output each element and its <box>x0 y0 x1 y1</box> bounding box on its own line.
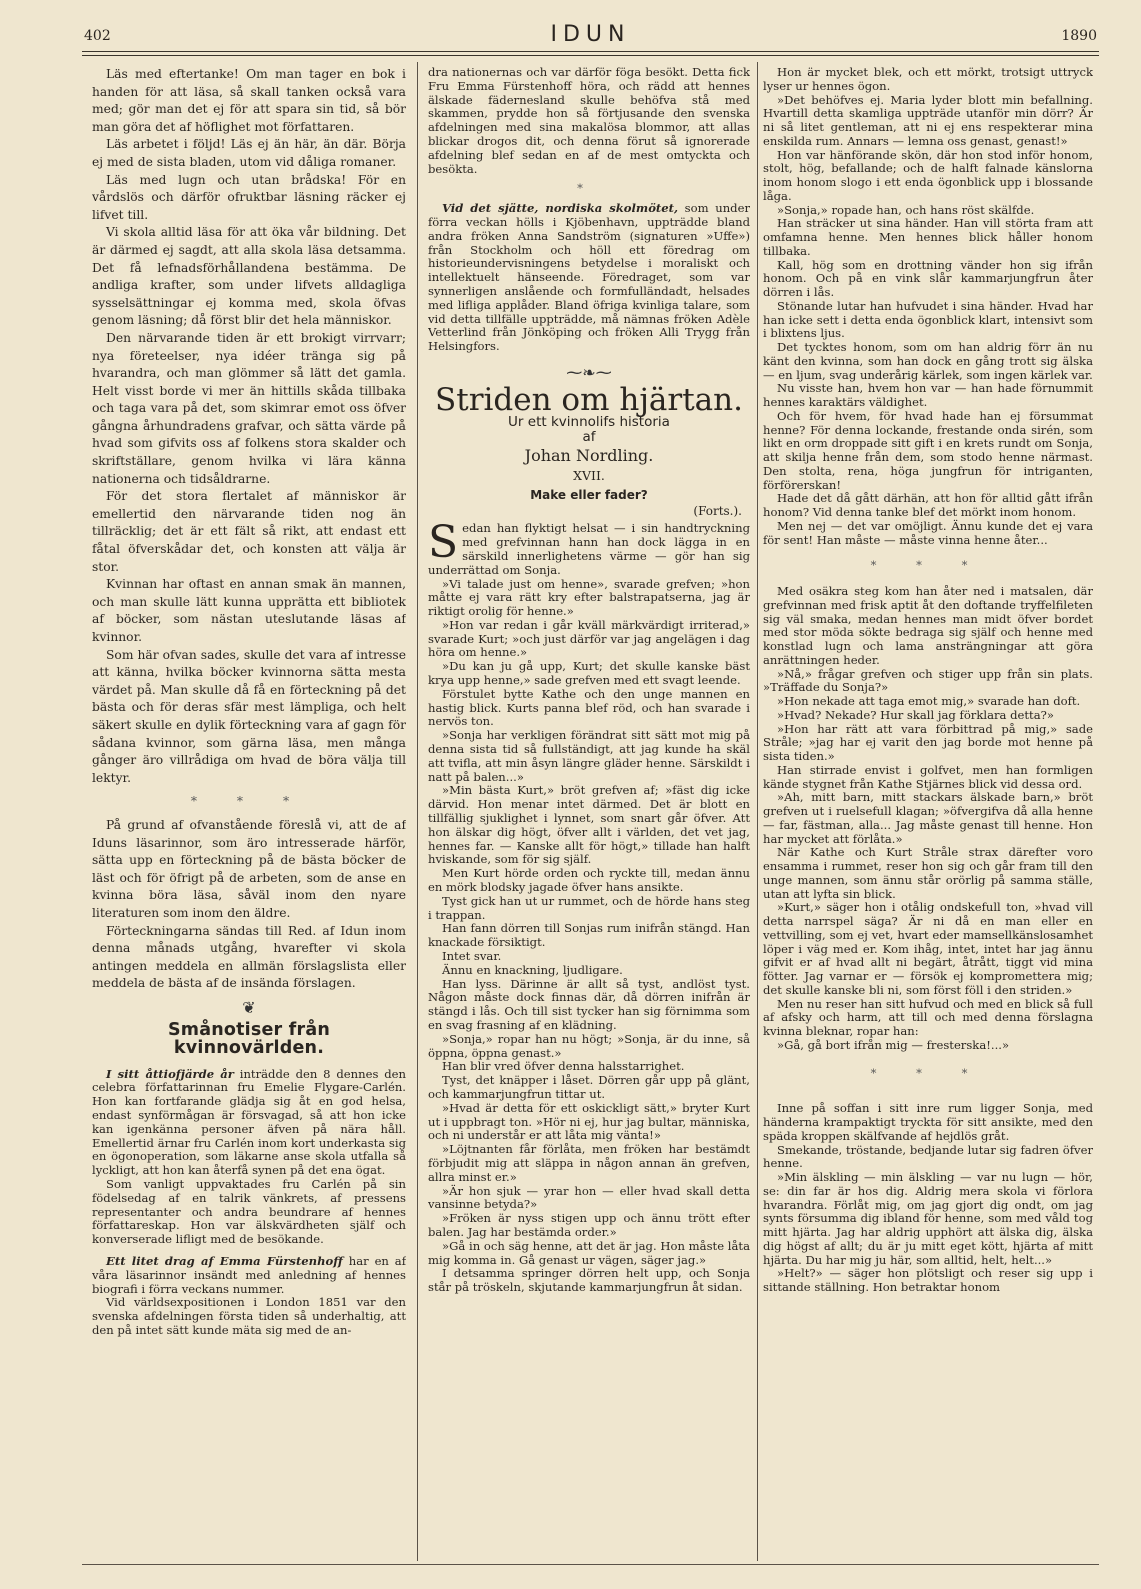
story-title: Striden om hjärtan. <box>435 381 743 418</box>
header-rule-2 <box>82 55 1099 56</box>
paragraph: Men Kurt hörde orden och ryckte till, medan ännu en mörk blodsky jagade öfver hans ansikte. <box>428 866 750 895</box>
paragraph: Som här ofvan sades, skulle det vara af intresse att känna, hvilka böcker kvinnorna sätta mesta värdet på. Man skulle då få en förteckning på det bästa och för deras sfär mest lämpliga, och helt säkert skulle en dylik förteckning vara af gagn för sådana kvinnor, som gärna läsa, men många gånger äro villrådiga om hvad de böra välja till lektyr. <box>92 647 406 785</box>
section-stars: * * * <box>870 1065 986 1080</box>
paragraph: Smekande, tröstande, bedjande lutar sig fadren öfver henne. <box>763 1142 1093 1171</box>
paragraph: »Är hon sjuk — yrar hon — eller hvad skall detta vansinne betyda?» <box>428 1183 750 1212</box>
paragraph: Kall, hög som en drottning vänder hon sig ifrån honom. Och på en vink slår kammarjungfrun åter dörren i lås. <box>763 257 1093 299</box>
opening-paragraph <box>428 517 750 577</box>
paragraph: Hon är mycket blek, och ett mörkt, trotsigt uttryck lyser ur hennes ögon. <box>763 66 1093 93</box>
paragraph: »Hvad är detta för ett oskickligt sätt,» bryter Kurt ut i uppbragt ton. »Hör ni ej, hur jag bultar, människa, och ni understår er att låta mig vänta!» <box>428 1100 750 1143</box>
paragraph: Det tycktes honom, som om han aldrig förr än nu känt den kvinna, som han dock en gång trott sig älska — en ljum, svag underårig kärlek, som ingen kärlek var. <box>763 340 1093 382</box>
chapter-number: XVII. <box>573 467 605 483</box>
notice-text: har en af våra läsarinnor insändt med anledning af hennes biografi i förra veckans nummer. <box>92 1254 406 1296</box>
paragraph: »Ah, mitt barn, mitt stackars älskade barn,» bröt grefven ut i ruelsefull klagan; »öfvergifva då alla henne — far, fästman, alla... Jag måste genast till henne. Hon har mycket att förlåta.» <box>763 790 1093 846</box>
column-1 <box>92 66 406 1338</box>
paragraph: »Kurt,» säger hon i otålig ondskefull ton, »hvad vill detta narrspel säga? Är ni då en man eller en vettvilling, som ej vet, hvart eder mamsellkänslosamhet löper i väg med er. Kom ihåg, intet, intet har jag ännu gifvit er af hvad allt ni begärt, åtrått, tiggt vid mina fötter. Jag varnar er — försök ej kompromettera mig; det skulle kanske bli ni, som först föll i den striden.» <box>763 900 1093 997</box>
column-divider-1 <box>417 62 418 1561</box>
masthead-title: IDUN <box>550 22 631 47</box>
paragraph: Inne på soffan i sitt inre rum ligger Sonja, med händerna krampaktigt tryckta för sitt ansikte, med den späda kroppen skälfvande af hejdlös gråt. <box>763 1101 1093 1143</box>
notice-paragraph <box>92 1255 406 1296</box>
paragraph: Förstulet bytte Kathe och den unge mannen en hastig blick. Kurts panna blef röd, och han svarade i nervös ton. <box>428 686 750 729</box>
section-stars: * * * <box>870 558 986 573</box>
paragraph: »Fröken är nyss stigen upp och ännu trött efter balen. Jag har bestämda order.» <box>428 1211 750 1239</box>
paragraph: Tyst, det knäpper i låset. Dörren går upp på glänt, och kammarjungfrun tittar ut. <box>428 1073 750 1101</box>
paragraph: Och för hvem, för hvad hade han ej försummat henne? För denna lockande, frestande onda sirén, som likt en orm droppade sitt gift i en krets rundt om Sonja, att skilja henne från dem, som stodo henne närmast. Den stolta, rena, höga jungfrun för intriganten, förförerskan! <box>763 408 1093 492</box>
notice-lead: Ett litet drag af Emma Fürstenhoff <box>106 1254 343 1269</box>
notice-lead: Vid det sjätte, nordiska skolmötet, <box>442 201 679 216</box>
paragraph: Vi skola alltid läsa för att öka vår bildning. Det är därmed ej sagdt, att alla skola läsa detsamma. Det få lefnadsförhållandena bestämma. De andliga krafter, som under lifvets alldagliga sysselsättningar ej komma med, skola öfvas genom läsning; då först blir det hela människor. <box>92 225 406 328</box>
paragraph: Läs med eftertanke! Om man tager en bok i handen för att läsa, så skall tanken också vara med; gör man det ej för att spara sin tid, så bör man göra det af höflighet mot författaren. <box>92 67 406 134</box>
page-header <box>82 22 1099 50</box>
paragraph: Hon var hänförande skön, där hon stod inför honom, stolt, hög, befallande; och de halft falnade känslorna inom honom slogo i ett enda ögonblick upp i blossande låga. <box>763 147 1093 203</box>
page-number: 402 <box>84 28 111 44</box>
footer-rule <box>82 1564 1099 1565</box>
paragraph: »Löjtnanten får förlåta, men fröken har bestämdt förbjudit mig att släppa in någon annan än grefven, allra minst er.» <box>428 1142 750 1184</box>
paragraph: Men nu reser han sitt hufvud och med en blick så full af afsky och harm, att till och med denna förslagna kvinna bleknar, ropar han: <box>763 996 1093 1038</box>
paragraph: Med osäkra steg kom han åter ned i matsalen, där grefvinnan med frisk aptit åt den doftande tryffelfileten sig väl smaka, medan hennes man midt öfver bordet med stor möda sökte bedraga sig själf och henne med konstlad lugn och lama ansträngningar att göra anrättningen heder. <box>763 584 1093 667</box>
paragraph: »Min bästa Kurt,» bröt grefven af; »fäst dig icke därvid. Hon menar intet därmed. Det är blott en tillfällig sjuklighet i lynnet, som snart går öfver. Att hon älskar dig högt, öfver allt i världen, det vet jag, hennes far. — Kanske allt för högt,» tillade han halft hviskande, som för sig själf. <box>428 783 750 867</box>
section-star: * <box>577 181 601 196</box>
column-3 <box>763 66 1093 1295</box>
paragraph: Den närvarande tiden är ett brokigt virrvarr; nya företeelser, nya idéer tränga sig på hvarandra, och man glömmer så lätt det gamla. Helt visst borde vi mer än hittills skåda tillbaka och taga vara på det, som skimrar emot oss öfver gångna århundradens grafvar, och sätta värde på hvad som gifvits oss af folkens stora skalder och skriftställare, genom hvilka vi lära känna nationerna och tidsåldrarne. <box>92 330 406 486</box>
paragraph: Nu visste han, hvem hon var — han hade förnummit hennes karaktärs väldighet. <box>763 381 1093 409</box>
paragraph: »Nå,» frågar grefven och stiger upp från sin plats. »Träffade du Sonja?» <box>763 666 1093 695</box>
paragraph: Men nej — det var omöjligt. Ännu kunde det ej vara för sent! Han måste — måste vinna henne åter... <box>763 518 1093 547</box>
paragraph: För det stora flertalet af människor är emellertid den närvarande tiden nog än tillräcklig; det är ett fält så rikt, att endast ett fåtal öfverskådar det, och konsten att välja är stor. <box>92 489 406 574</box>
paragraph: När Kathe och Kurt Stråle strax därefter voro ensamma i rummet, reser hon sig och går fram till den unge mannen, som ännu står orörlig på samma ställe, utan att lyfta sin blick. <box>763 845 1093 901</box>
paragraph: Ännu en knackning, ljudligare. <box>442 962 623 977</box>
paragraph: Han stirrade envist i golfvet, men han formligen kände stygnet från Kathe Stjärnes blick vid dessa ord. <box>763 762 1093 791</box>
notice-text: som under förra veckan hölls i Kjöbenhavn, uppträdde bland andra fröken Anna Sandström (signaturen »Uffe») från Stockholm och höll ett föredrag om historieundervisningens betydelse i moraliskt och intellektuelt hänseende. Föredraget, som var synnerligen anslående och formfulländadt, helsades med lifliga applåder. Bland öfriga kvinliga talare, som vid detta tillfälle uppträdde, må nämnas fröken Adèle Vetterlind från Jönköping och fröken Alli Trygg från Helsingfors. <box>428 201 750 354</box>
paragraph: Förteckningarna sändas till Red. af Idun inom denna månads utgång, hvarefter vi skola antingen meddela en allmän förslagslista eller meddela de bästa af de insända förslagen. <box>92 923 406 991</box>
paragraph: Han blir vred öfver denna halsstarrighet. <box>442 1059 685 1074</box>
paragraph: dra nationernas och var därför föga besökt. Detta fick Fru Emma Fürstenhoff höra, och rädd att hennes älskade fädernesland skulle behöfva stå med skammen, prydde hon så förtjusande den svenska afdelningen med sina makalösa blommor, att allas blickar drogos dit, och denna förut så ignorerade afdelning blef sedan en af de mest omtyckta och besökta. <box>428 66 750 176</box>
column-2 <box>428 66 750 1295</box>
paragraph: »Helt?» — säger hon plötsligt och reser sig upp i sittande ställning. Hon betraktar honom <box>763 1266 1093 1294</box>
section-stars: * * * <box>190 794 308 809</box>
chapter-title: Make eller fader? <box>530 487 648 502</box>
notice-paragraph <box>92 1068 406 1178</box>
paragraph: »Sonja,» ropade han, och hans röst skälfde. <box>777 202 1035 217</box>
paragraph: Intet svar. <box>442 949 502 964</box>
paragraph: På grund af ofvanstående föreslå vi, att de af Iduns läsarinnor, som äro intresserade härför, sätta upp en förteckning på de bästa böcker de läst och för öfrigt på de arbeten, som de anse en kvinna böra läsa, såväl inom den nyare literaturen som inom den äldre. <box>92 817 406 920</box>
paragraph: Han sträcker ut sina händer. Han vill störta fram att omfamna henne. Men hennes blick håller honom tillbaka. <box>763 216 1093 258</box>
notice-text: inträdde den 8 dennes den celebra författarinnan fru Emelie Flygare-Carlén. Hon kan fortfarande glädja sig åt en god helsa, endast synförmågan är försvagad, så att hon icke kan igenkänna personer äfven på nära håll. Emellertid ärnar fru Carlén inom kort underkasta sig en ögonoperation, som läkarne anse skola utfalla så lyckligt, att hon kan återfå synen på det ena ögat. <box>92 1066 406 1178</box>
paragraph: »Hon har rätt att vara förbittrad på mig,» sade Stråle; »jag har ej varit den jag borde mot henne på sista tiden.» <box>763 721 1093 763</box>
paragraph: »Vi talade just om henne», svarade grefven; »hon måtte ej vara rätt kry efter balstrapatserna, jag är riktigt orolig för henne.» <box>428 576 750 619</box>
paragraph: »Hon nekade att taga emot mig,» svarade han doft. <box>777 694 1081 708</box>
paragraph: Han fann dörren till Sonjas rum inifrån stängd. Han knackade försiktigt. <box>428 921 750 950</box>
paragraph: »Sonja har verkligen förändrat sitt sätt mot mig på denna sista tid så fullständigt, att jag kunde ha skäl att tvifla, att min åsyn längre gläder henne. Särskildt i natt på balen...» <box>428 728 750 784</box>
paragraph: I detsamma springer dörren helt upp, och Sonja står på tröskeln, skjutande kammarjungfrun åt sidan. <box>428 1266 750 1295</box>
paragraph: »Gå in och säg henne, att det är jag. Hon måste låta mig komma in. Gå genast ur vägen, säger jag.» <box>428 1238 750 1267</box>
ornament-icon: ❦ <box>242 997 256 1017</box>
story-af: af <box>582 429 596 446</box>
paragraph: »Min älskling — min älskling — var nu lugn — hör, se: din far är hos dig. Aldrig mera skola vi förlora hvarandra. Förlåt mig, om jag gjort dig ondt, om jag synts försumma dig ibland för henne, som med våld tog mitt hjärta. Jag har aldrig upphört att älska dig, älska dig högst af allt; du är ju mitt eget kött, hjärta af mitt hjärta. Du har mig ju här, som alltid, helt, helt...» <box>763 1170 1093 1267</box>
header-rule <box>82 51 1099 52</box>
paragraph: Läs med lugn och utan brådska! För en vårdslös och därför ofruktbar läsning räcker ej lifvet till. <box>92 172 406 222</box>
drop-cap: S <box>428 517 459 569</box>
paragraph: »Sonja,» ropar han nu högt; »Sonja, är du inne, så öppna, öppna genast.» <box>428 1031 750 1060</box>
paragraph: Tyst gick han ut ur rummet, och de hörde hans steg i trappan. <box>428 893 750 922</box>
paragraph: Kvinnan har oftast en annan smak än mannen, och man skulle lätt kunna upprätta ett bibliotek af böcker, som nästan uteslutande läsas af kvinnor. <box>92 577 406 644</box>
notice-paragraph <box>428 202 750 354</box>
notice-lead: I sitt åttiofjärde år <box>106 1066 234 1081</box>
story-author: Johan Nordling. <box>524 446 654 466</box>
paragraph: Vid världsexpositionen i London 1851 var den svenska afdelningen första tiden så underhaltig, att den på intet sätt kunde mäta sig med de an- <box>92 1295 406 1337</box>
paragraph: »Du kan ju gå upp, Kurt; det skulle kanske bäst krya upp henne,» sade grefven med ett svagt leende. <box>428 659 750 688</box>
paragraph: Hade det då gått därhän, att hon för alltid gått ifrån honom? Vid denna tanke blef det mörkt inom honom. <box>763 491 1093 519</box>
paragraph: Som vanligt uppvaktades fru Carlén på sin födelsedag af en talrik vänkrets, af pressens representanter och andra beundrare af hennes författareskap. Hon var älskvärdheten själf och konverserade lifligt med de besökande. <box>92 1177 406 1247</box>
paragraph: »Hon var redan i går kväll märkvärdigt irriterad,» svarade Kurt; »och just därför var jag angelägen i dag höra om henne.» <box>428 617 750 660</box>
paragraph: Stönande lutar han hufvudet i sina händer. Hvad har han icke sett i detta enda ögonblick klart, intensivt som i blixtens ljus. <box>763 298 1093 341</box>
column-divider-2 <box>757 62 758 1561</box>
ornament-icon: ⁓❧⁓ <box>566 362 612 382</box>
section-title: Smånotiser från kvinnovärlden. <box>167 1020 330 1059</box>
page-year: 1890 <box>1061 28 1097 44</box>
paragraph: Han lyss. Därinne är allt så tyst, andlöst tyst. Någon måste dock finnas där, då dörren inifrån är stängd i lås. Och till sist tycker han sig förnimma som en svag frasning af en klädning. <box>428 976 750 1032</box>
opening-text: edan han flyktigt helsat — i sin handtryckning med grefvinnan hann han dock lägga in en särskild innerlighetens värme — gör han sig underrättad om Sonja. <box>428 521 750 577</box>
paragraph: »Det behöfves ej. Maria lyder blott min befallning. Hvartill detta skamliga uppträde utanför min dörr? Är ni så litet gentleman, att ni ej ens respekterar mina enskilda rum. Annars — lemna oss genast, genast!» <box>763 92 1093 148</box>
paragraph: »Hvad? Nekade? Hur skall jag förklara detta?» <box>777 707 1054 722</box>
continued-note: (Forts.). <box>693 503 742 518</box>
paragraph: »Gå, gå bort ifrån mig — fresterska!...» <box>777 1037 1010 1052</box>
story-subtitle: Ur ett kvinnolifs historia <box>508 413 670 430</box>
paragraph: Läs arbetet i följd! Läs ej än här, än där. Börja ej med de sista bladen, utom vid dåliga romaner. <box>92 137 406 169</box>
